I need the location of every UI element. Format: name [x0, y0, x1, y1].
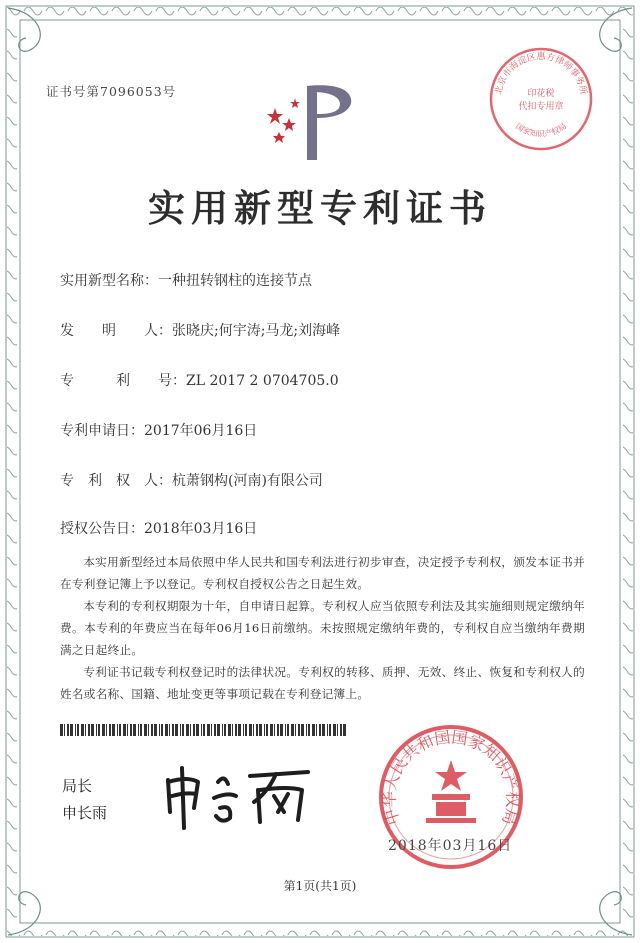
field-label: 授权公告日： — [60, 521, 144, 537]
field-value: 一种扭转钢柱的连接节点 — [158, 273, 312, 289]
barcode-bar — [316, 724, 317, 736]
barcode-bar — [308, 724, 310, 736]
field-patent-number — [60, 370, 339, 390]
barcode-bar — [333, 724, 336, 736]
patent-office-logo — [255, 78, 365, 168]
barcode-bar — [119, 724, 121, 736]
barcode-bar — [253, 724, 254, 736]
document-title: 实用新型专利证书 — [148, 187, 492, 230]
barcode-bar — [85, 724, 86, 736]
barcode-bar — [301, 724, 304, 736]
barcode-bar — [109, 724, 111, 736]
page-footer: 第1页(共1页) — [283, 879, 357, 893]
barcode-bar — [201, 724, 202, 736]
barcode-bar — [207, 724, 210, 736]
barcode-bar — [322, 724, 325, 736]
barcode-bar — [169, 724, 170, 736]
barcode-bar — [60, 724, 63, 736]
body-paragraph: 本实用新型经过本局依照中华人民共和国专利法进行初步审查，决定授予专利权，颁发本证书并在专利登记簿上予以登记。专利权自授权公告之日起生效。 — [60, 555, 585, 591]
barcode-bar — [154, 724, 157, 736]
barcode-bar — [91, 724, 94, 736]
barcode-bar — [117, 724, 118, 736]
barcode-bar — [291, 724, 294, 736]
barcode-bar — [151, 724, 153, 736]
barcode-bar — [190, 724, 191, 736]
barcode-bar — [98, 724, 100, 736]
barcode-bar — [259, 724, 262, 736]
barcode-bar — [81, 724, 84, 736]
barcode-bar — [75, 724, 76, 736]
barcode — [60, 724, 350, 736]
barcode-bar — [96, 724, 97, 736]
barcode-bar — [337, 724, 338, 736]
barcode-bar — [264, 724, 265, 736]
barcode-bar — [182, 724, 184, 736]
barcode-bar — [161, 724, 163, 736]
barcode-bar — [186, 724, 189, 736]
barcode-bar — [133, 724, 136, 736]
field-label: 专 利 号： — [60, 373, 186, 389]
barcode-bar — [112, 724, 115, 736]
director-name: 申长雨 — [62, 804, 108, 822]
body-paragraph: 专利证书记载专利权登记时的法律状况。专利权的转移、质押、无效、终止、恢复和专利权人的姓名或名称、国籍、地址变更等事项记载在专利登记簿上。 — [60, 665, 585, 701]
barcode-bar — [245, 724, 247, 736]
barcode-bar — [327, 724, 328, 736]
barcode-bar — [232, 724, 233, 736]
field-label: 专利申请日： — [60, 423, 144, 439]
barcode-bar — [217, 724, 220, 736]
barcode-bar — [138, 724, 139, 736]
barcode-bar — [106, 724, 107, 736]
barcode-bar — [287, 724, 289, 736]
field-value: 张晓庆;何宇涛;马龙;刘海峰 — [172, 323, 341, 339]
barcode-bar — [277, 724, 279, 736]
seal-date: 2018年03月16日 — [388, 838, 513, 854]
barcode-bar — [306, 724, 307, 736]
field-label: 专 利 权 人： — [60, 473, 172, 489]
barcode-bar — [127, 724, 128, 736]
tax-seal-ring-text: 北京市海淀区惠方律师事务所 — [494, 52, 588, 96]
barcode-bar — [340, 724, 342, 736]
field-label: 发 明 人： — [60, 323, 172, 339]
tax-seal-center-line: 印花税 — [527, 89, 555, 99]
barcode-bar — [165, 724, 168, 736]
barcode-bar — [67, 724, 69, 736]
barcode-bar — [148, 724, 149, 736]
barcode-bar — [256, 724, 258, 736]
barcode-bar — [222, 724, 223, 736]
barcode-bar — [238, 724, 241, 736]
barcode-bar — [235, 724, 237, 736]
barcode-bar — [228, 724, 231, 736]
barcode-bar — [159, 724, 160, 736]
barcode-bar — [312, 724, 315, 736]
field-value: 2018年03月16日 — [144, 521, 258, 537]
barcode-bar — [270, 724, 273, 736]
field-patentee — [60, 470, 323, 490]
director-title: 局长 — [62, 777, 93, 795]
barcode-bar — [295, 724, 296, 736]
director-signature — [158, 762, 318, 832]
field-value: 杭萧钢构(河南)有限公司 — [172, 473, 323, 489]
barcode-bar — [193, 724, 195, 736]
seal-text: 中华人民共和国国家知识产权局 — [379, 727, 523, 828]
barcode-bar — [211, 724, 212, 736]
field-label: 实用新型名称： — [60, 273, 158, 289]
barcode-bar — [203, 724, 205, 736]
barcode-bar — [172, 724, 174, 736]
barcode-bar — [249, 724, 252, 736]
certificate-number: 证书号第7096053号 — [46, 84, 177, 99]
body-text — [60, 551, 585, 705]
body-paragraph: 本专利的专利权期限为十年，自申请日起算。专利权人应当依照专利法及其实施细则规定缴纳年费。本专利的年费应当在每年06月16日前缴纳。未按照规定缴纳年费的，专利权自应当缴纳年费期满之日起终止。 — [60, 599, 585, 657]
barcode-bar — [70, 724, 73, 736]
barcode-bar — [180, 724, 181, 736]
field-value: 2017年06月16日 — [144, 423, 258, 439]
barcode-bar — [130, 724, 132, 736]
barcode-bar — [329, 724, 331, 736]
barcode-bar — [243, 724, 244, 736]
barcode-bar — [64, 724, 65, 736]
barcode-bar — [214, 724, 216, 736]
tax-seal — [486, 44, 596, 154]
barcode-bar — [140, 724, 142, 736]
barcode-bar — [123, 724, 126, 736]
field-value: ZL 2017 2 0704705.0 — [186, 373, 339, 389]
barcode-bar — [266, 724, 268, 736]
barcode-bar — [280, 724, 283, 736]
barcode-bar — [274, 724, 275, 736]
barcode-bar — [285, 724, 286, 736]
barcode-bar — [196, 724, 199, 736]
field-inventors — [60, 320, 340, 340]
barcode-bar — [319, 724, 321, 736]
field-application-date — [60, 420, 257, 440]
barcode-bar — [77, 724, 79, 736]
barcode-bar — [343, 724, 346, 736]
barcode-bar — [224, 724, 226, 736]
barcode-bar — [298, 724, 300, 736]
tax-seal-bottom-text: 国家知识产权局 — [513, 121, 569, 139]
barcode-bar — [144, 724, 147, 736]
tax-seal-center-line: 代扣专用章 — [518, 102, 564, 112]
barcode-bar — [88, 724, 90, 736]
barcode-bar — [175, 724, 178, 736]
barcode-bar — [102, 724, 105, 736]
field-utility-model-name — [60, 270, 312, 290]
field-grant-date — [60, 518, 257, 538]
